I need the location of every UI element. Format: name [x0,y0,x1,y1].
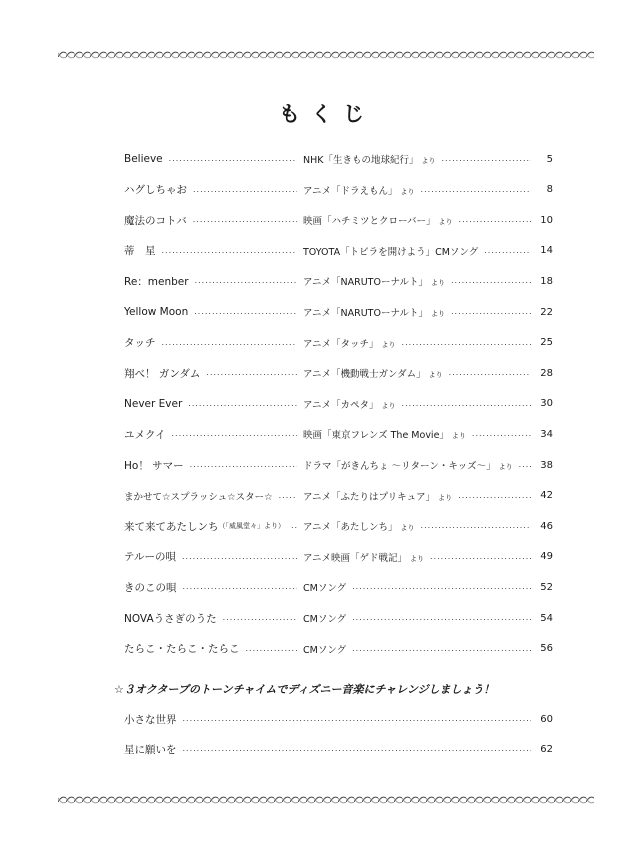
toc-entry-source-col [303,305,553,319]
source-suffix: より [438,218,453,227]
page-number: 42 [540,490,553,502]
dot-leader [171,428,297,440]
dot-leader [441,153,531,165]
toc-entry-title-col [124,243,303,258]
toc-entry [124,579,553,595]
dot-leader [352,643,531,655]
dot-leader [472,428,531,440]
dot-leader [402,337,531,349]
toc-entry [124,365,553,381]
toc-entry-title-col [124,489,303,503]
page-number: 14 [540,245,553,257]
toc-entry [124,212,553,228]
song-title: 星に願いを [124,743,177,756]
toc-entry-title-col [124,519,303,534]
song-source [303,580,346,594]
source-text: アニメ「ドラえもん」 [303,185,398,197]
toc-entry-title-col [124,427,303,442]
toc-entry-title-col [124,274,303,289]
dot-leader [459,214,531,226]
dot-leader [162,337,298,349]
song-source [303,642,346,656]
song-source [303,611,346,625]
source-text: ドラマ「がきんちょ 〜リターン・キッズ〜」 [303,461,496,472]
source-text: アニメ「タッチ」 [303,338,379,350]
page-number: 25 [540,337,553,349]
song-source [303,489,452,503]
song-title: 小さな世界 [124,713,177,726]
section-heading: ☆３オクターブのトーンチャイムでディズニー音楽にチャレンジしましょう！ [114,683,495,696]
dot-leader [421,520,531,532]
toc-entry-title-col [124,366,303,381]
page-number: 46 [540,520,553,532]
song-title: Believe [124,153,163,165]
song-title: Yellow Moon [124,306,189,318]
dot-leader [162,245,298,257]
song-title: たらこ・たらこ・たらこ [124,643,240,656]
dot-leader [193,184,297,196]
source-text: CMソング [303,644,347,656]
toc-entry-source-col [303,580,553,594]
toc-entry-title-col [124,306,303,318]
dot-leader [449,367,531,379]
song-title: Re：menber [124,275,189,288]
toc-entry [124,304,553,320]
page-number: 60 [540,713,553,725]
dot-leader [188,398,297,410]
toc-entry-title-col [124,611,303,626]
toc-entry [124,151,553,167]
song-title: 蒂 星 [124,245,156,258]
toc-entry [124,741,553,757]
toc-entry-source-col [303,244,553,258]
source-text: 映画「東京フレンズ The Movie」 [303,430,449,442]
toc-entry-title-col [124,398,303,410]
source-suffix: より [438,493,453,502]
song-source [303,244,478,258]
toc-entry [124,335,553,351]
source-suffix: より [451,432,466,441]
page-number: 8 [546,184,553,196]
page-number: 38 [540,459,553,471]
song-title: タッチ [124,337,156,350]
source-text: CMソング [303,583,347,595]
song-title: 翔べ！ ガンダム [124,367,201,380]
decorative-rope-border-bottom [58,796,594,804]
song-title: きのこの唄 [124,581,177,594]
source-text: 映画「ハチミツとクローバー」 [303,216,436,228]
page-number: 10 [540,214,553,226]
toc-entry-source-col [303,336,553,350]
source-suffix: より [421,157,436,165]
dot-leader [291,520,297,532]
song-title: NOVAうさぎのうた [124,612,217,625]
source-text: アニメ「あたしンち」 [303,522,398,534]
dot-leader [352,612,531,624]
source-suffix: より [431,279,445,288]
song-title: テルーの唄 [124,551,176,564]
source-suffix: より [431,310,445,318]
page-number: 18 [540,275,553,287]
song-source [303,213,453,227]
dot-leader [206,367,297,379]
source-suffix: より [400,524,415,533]
toc-entry [124,549,553,565]
song-source [303,336,396,350]
source-text: アニメ映画「ゲド戦記」 [303,552,408,564]
song-source [303,397,396,411]
toc-entry-title-col [124,213,303,228]
song-source [303,305,445,319]
song-source [303,427,466,441]
song-title: Ho！ サマー [124,459,184,472]
page-number: 34 [540,428,553,440]
source-text: アニメ「カペタ」 [303,399,379,411]
page-number: 28 [540,367,553,379]
toc-entry-source-col [303,611,553,625]
dot-leader [190,459,297,471]
dot-leader [194,306,297,318]
source-suffix: より [410,554,425,563]
dot-leader [352,581,531,593]
source-suffix: より [381,340,396,349]
page-number: 30 [540,398,553,410]
toc-entry-source-col [303,642,553,656]
toc-entry-title-col [124,182,303,197]
song-title: ハグしちゃお [124,184,187,197]
toc-entry [124,711,553,727]
page-number: 22 [540,306,553,318]
dot-leader [193,214,297,226]
dot-leader [183,743,532,755]
song-source [303,152,435,166]
song-title: まかせて☆スプラッシュ☆スター☆ [124,491,273,503]
song-source [303,274,445,288]
source-text: アニメ「NARUTOーナルト」 [303,277,428,289]
page-number: 49 [540,551,553,563]
toc-entry-source-col [303,366,553,380]
dot-leader [246,643,298,655]
dot-leader [182,551,297,563]
source-text: アニメ「NARUTOーナルト」 [303,308,428,319]
dot-leader [451,306,531,318]
song-source [303,458,513,472]
toc-entry-title-col [124,641,303,656]
toc-entry-title-col [124,458,303,473]
source-text: CMソング [303,614,347,625]
toc-entry [124,273,553,289]
page-title: もくじ [279,102,375,126]
dot-leader [183,581,298,593]
song-source [303,366,443,380]
source-suffix: より [498,463,513,471]
toc-entry-title-col [124,580,303,595]
toc-entry-source-col [303,427,553,441]
dot-leader [430,551,531,563]
toc-entry [124,182,553,198]
source-text: アニメ「ふたりはプリキュア」 [303,491,436,503]
page-number: 52 [540,581,553,593]
toc-entry [124,610,553,626]
toc-entry-source-col [303,213,553,227]
dot-leader [458,490,531,502]
dot-leader [183,713,532,725]
page-number: 54 [540,612,553,624]
toc-entry-title-col [124,153,303,165]
dot-leader [484,245,531,257]
toc-entry-source-col [303,274,553,288]
toc-entry [124,243,553,259]
toc-entry [124,426,553,442]
toc-entry-title-col [124,549,303,564]
song-title: 来て来てあたしンち [124,520,219,533]
dot-leader [519,459,531,471]
toc-entry [124,488,553,504]
toc-entry-source-col [303,519,553,533]
song-note: （「威風堂々」より） [218,522,285,531]
toc-entry-source-col [303,550,553,564]
dot-leader [421,184,531,196]
toc-entry [124,518,553,534]
song-title: ユメクイ [124,428,166,441]
song-title: Never Ever [124,397,183,410]
toc-entry-source-col [303,397,553,411]
page-number: 5 [546,153,553,165]
dot-leader [169,153,297,165]
source-text: TOYOTA「トビラを開けよう」CMソング [303,246,479,258]
dot-leader [402,398,531,410]
source-text: アニメ「機動戦士ガンダム」 [303,369,426,381]
dot-leader [223,612,297,624]
toc-entry [124,457,553,473]
toc-entry-source-col [303,183,553,197]
song-source [303,550,424,564]
song-source [303,183,415,197]
dot-leader [195,275,297,287]
page-number: 56 [540,643,553,655]
source-suffix: より [381,401,396,410]
toc-entry-source-col [303,152,553,166]
page-number: 62 [540,743,553,755]
song-source [303,519,415,533]
dot-leader [279,490,297,502]
dot-leader [451,275,531,287]
source-text: NHK「生きもの地球紀行」 [303,155,419,166]
song-title: 魔法のコトバ [124,214,187,227]
source-suffix: より [400,187,415,196]
toc-entry-title-col [124,335,303,350]
source-suffix: より [428,371,443,380]
decorative-rope-border-top [58,51,594,59]
toc-entry-source-col [303,489,553,503]
toc-entry [124,396,553,412]
toc-entry [124,641,553,657]
toc-entry-source-col [303,458,553,472]
